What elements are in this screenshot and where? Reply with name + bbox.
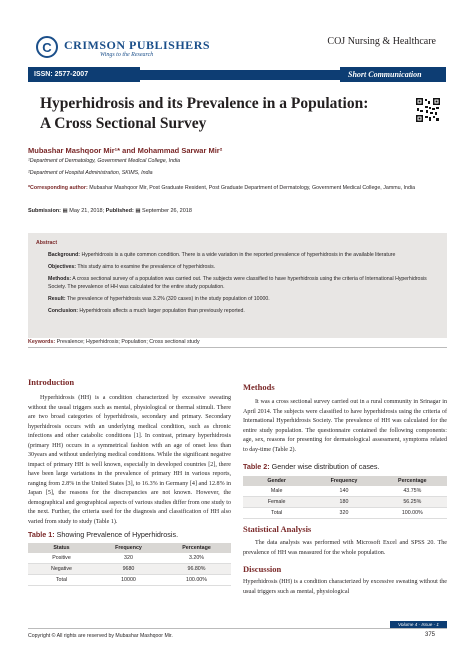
table2-caption-text: Gender wise distribution of cases.: [269, 462, 380, 471]
table-cell: Total: [243, 508, 310, 519]
table-cell: Negative: [28, 564, 95, 575]
table-cell: 180: [310, 497, 377, 508]
table-header-cell: Status: [28, 543, 95, 553]
submission-date: May 21, 2018;: [67, 208, 106, 214]
publisher-tagline: Wings to the Research: [100, 52, 154, 58]
issn-label: ISSN: 2577-2007: [28, 67, 140, 82]
corresponding-author: [28, 184, 448, 192]
table-cell: 320: [95, 553, 162, 564]
table-row: [243, 497, 447, 508]
table-header-cell: Frequency: [95, 543, 162, 553]
article-dates: [28, 208, 192, 214]
table-cell: Male: [243, 486, 310, 497]
article-type-label: Short Communication: [340, 67, 446, 82]
left-column: [28, 377, 231, 586]
abstract-methods: [36, 275, 439, 291]
corresponding-author-text: Mubashar Mashqoor Mir, Post Graduate Resident, Post Graduate Department of Dermatology, Government Medical College, Jammu, India: [87, 185, 416, 191]
table-cell: Total: [28, 575, 95, 586]
abstract-heading: Abstract: [36, 240, 58, 246]
calendar-icon: ▦: [62, 208, 68, 214]
methods-text: A cross sectional survey of a population was carried out. The subjects were classified to have hyperhidrosis using the criteria of International Hyperhidrosis Society. The prevalence of HH was calculated for the entire study population.: [48, 276, 427, 290]
table1-caption-label: Table 1:: [28, 530, 55, 539]
table-row: [28, 553, 231, 564]
statistical-heading: Statistical Analysis: [243, 524, 312, 534]
title-line-1: Hyperhidrosis and its Prevalence in a Population:: [40, 95, 369, 112]
corresponding-author-label: *Corresponding author:: [28, 185, 88, 191]
introduction-text: Hyperhidrosis (HH) is a condition characterized by excessive sweating without the usual triggers such as mental, physiological or thermal stimuli. There are two broad categories of hyperhidrosis, secondary and primary. Secondary hyperhidrosis occurs with an underlying medical condition, such as chronic infections and other catabolic conditions [1]. In contrast, primary hyperhidrosis (primary HH) occurs in a symmetrical fashion with an age of onset less than 30years and without underlying medical conditions. While the significant negative impact of primary HH is well known, especially in developed countries [2], there have been large variations in the prevalence of primary HH in various reports, ranging from 2.8% in the United States [3], to 16.3% in Germany [4] and 12.8% in Japan [5], the reasons for the discrepancies are not known. However, the demographical and geographical aspects of various studies differ from one study to the next. Further, the criteria used for the diagnosis and classification of HH also varied from study to study (Table 1).: [28, 395, 231, 525]
table2: [243, 476, 447, 519]
submission-label: Submission:: [28, 208, 62, 214]
table-cell: 3.20%: [162, 553, 231, 564]
table-cell: Female: [243, 497, 310, 508]
right-column: [243, 382, 447, 597]
table1: [28, 543, 231, 586]
copyright-text: Copyright © All rights are reserved by Mubashar Mashqoor Mir.: [28, 633, 173, 639]
page-number: 375: [425, 632, 436, 638]
introduction-heading: Introduction: [28, 377, 75, 387]
background-label: Background:: [48, 252, 80, 258]
table-cell: 56.25%: [378, 497, 447, 508]
conclusion-label: Conclusion:: [48, 308, 78, 314]
table1-caption: [28, 530, 231, 539]
abstract-box: [28, 233, 447, 338]
table-header-row: [28, 543, 231, 553]
table-cell: 140: [310, 486, 377, 497]
table-cell: 9680: [95, 564, 162, 575]
keywords-text: Prevalence; Hyperhidrosis; Population; Cross sectional study: [55, 339, 200, 345]
affiliation-1: ¹Department of Dermatology, Government Medical College, India: [28, 158, 181, 164]
table-cell: 100.00%: [378, 508, 447, 519]
qr-code-icon[interactable]: [415, 97, 441, 123]
table2-caption-label: Table 2:: [243, 462, 270, 471]
abstract-objectives: [36, 263, 439, 271]
title-line-2: A Cross Sectional Survey: [40, 115, 207, 132]
conclusion-text: Hyperhidrosis affects a much larger population than previously reported.: [77, 308, 245, 314]
keywords-label: Keywords:: [28, 339, 56, 345]
table-cell: 100.00%: [162, 575, 231, 586]
objectives-text: This study aims to examine the prevalence of hyperhidrosis.: [75, 264, 216, 270]
table-row: [243, 486, 447, 497]
published-label: Published:: [105, 208, 134, 214]
table-cell: Positive: [28, 553, 95, 564]
abstract-conclusion: [36, 307, 439, 315]
table-header-cell: Gender: [243, 476, 310, 486]
table-header-cell: Percentage: [378, 476, 447, 486]
abstract-background: [36, 251, 439, 259]
methods-label: Methods:: [48, 276, 72, 282]
methods-heading: Methods: [243, 382, 275, 392]
result-label: Result:: [48, 296, 66, 302]
table1-caption-text: Showing Prevalence of Hyperhidrosis.: [54, 530, 179, 539]
table-header-cell: Percentage: [162, 543, 231, 553]
published-date: September 26, 2018: [140, 208, 192, 214]
journal-name[interactable]: COJ Nursing & Healthcare: [327, 36, 436, 47]
calendar-icon: ▦: [135, 208, 141, 214]
authors[interactable]: Mubashar Mashqoor Mir¹* and Mohammad Sarwar Mir²: [28, 146, 223, 155]
discussion-heading: Discussion: [243, 564, 282, 574]
keywords: [28, 338, 447, 348]
statistical-text: The data analysis was performed with Microsoft Excel and SPSS 20. The prevalence of HH was measured for the whole population.: [243, 540, 447, 556]
publisher-logo-icon: C: [36, 36, 58, 58]
table-header-row: [243, 476, 447, 486]
table2-caption: [243, 462, 447, 471]
table-row: [28, 564, 231, 575]
table-row: [243, 508, 447, 519]
methods-text: It was a cross sectional survey carried out in a rural community in Srinagar in April 2014. The subjects were classified to have hyperhidrosis using the criteria of International Hyperhidrosis Society. The prevalence of HH was calculated for the entire study population. The questionnaire contained the following components: age, sex, reasons for presenting for dermatological assessment, symptoms related to day-time (Table 2).: [243, 399, 447, 453]
publisher-name: CRIMSON PUBLISHERS: [64, 38, 211, 52]
table-row: [28, 575, 231, 586]
table-cell: 320: [310, 508, 377, 519]
abstract-result: [36, 295, 439, 303]
background-text: Hyperhidrosis is a quite common condition. There is a wide variation in the reported prevalence of hyperhidrosis in the available literature: [80, 252, 396, 258]
table-cell: 96.80%: [162, 564, 231, 575]
article-title: [40, 94, 400, 134]
affiliation-2: ²Department of Hospital Administration, SKIMS, India: [28, 170, 153, 176]
result-text: The prevalence of hyperhidrosis was 3.2% (320 cases) in the study population of 10000.: [65, 296, 270, 302]
table-cell: 10000: [95, 575, 162, 586]
discussion-text: Hyperhidrosis (HH) is a condition characterized by excessive sweating without the usual triggers such as mental, physiological: [243, 579, 447, 595]
volume-issue-label: Volume 4 - Issue - 1: [390, 621, 447, 628]
table-header-cell: Frequency: [310, 476, 377, 486]
objectives-label: Objectives:: [48, 264, 76, 270]
footer-divider: [28, 628, 447, 629]
table-cell: 43.75%: [378, 486, 447, 497]
